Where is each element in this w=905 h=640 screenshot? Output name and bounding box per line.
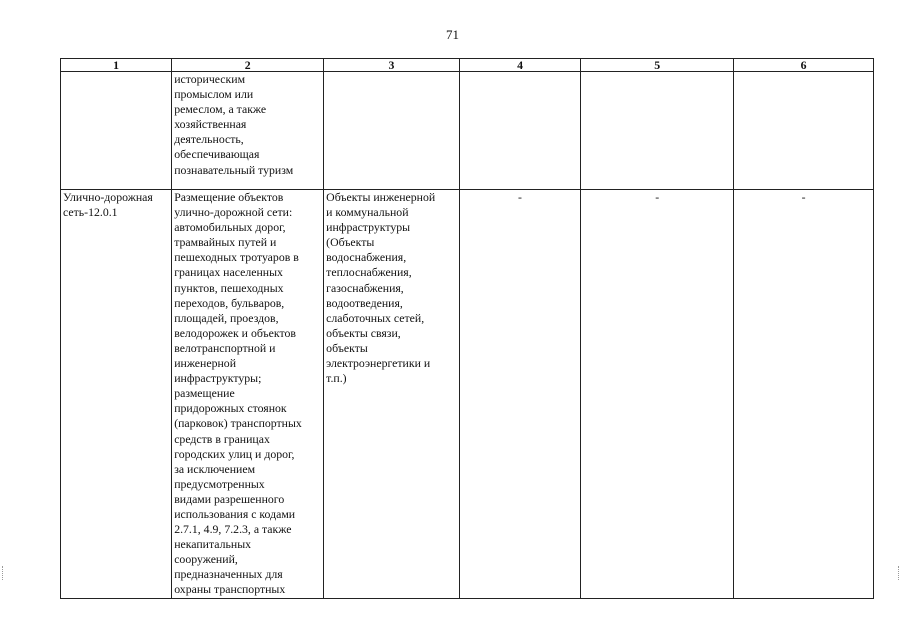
- cell-auxiliary-uses: Объекты инженерной и коммунальной инфраструктуры (Объекты водоснабжения, теплоснабжения, газоснабжения, водоотведения, слаботочных сетей, объекты связи, объекты электроэнергетики и т.п.): [324, 190, 460, 599]
- column-header-2: 2: [172, 59, 324, 72]
- column-header-5: 5: [581, 59, 734, 72]
- cell-col6: [734, 72, 874, 190]
- cell-col5: [581, 72, 734, 190]
- page-number: 71: [446, 27, 459, 42]
- cell-description: историческим промыслом или ремеслом, а также хозяйственная деятельность, обеспечивающая познавательный туризм: [172, 72, 324, 190]
- table-row: [61, 190, 874, 599]
- scan-edge-mark-right: [898, 566, 903, 580]
- cell-description: Размещение объектов улично-дорожной сети: автомобильных дорог, трамвайных путей и пешеходных тротуаров в границах населенных пунктов, пешеходных переходов, бульваров, площадей, проездов, велодорожек и объектов велотранспортной и инженерной инфраструктуры; размещение придорожных стоянок (парковок) транспортных средств в границах городских улиц и дорог, за исключением предусмотренных видами разрешенного использования с кодами 2.7.1, 4.9, 7.2.3, а также некапитальных сооружений, предназначенных для охраны транспортных: [172, 190, 324, 599]
- cell-col5: [581, 190, 734, 599]
- cell-col4: [459, 72, 580, 190]
- dash-value: -: [655, 190, 660, 204]
- table-row: [61, 72, 874, 190]
- table-header-row: [61, 59, 874, 72]
- column-header-6: 6: [734, 59, 874, 72]
- land-use-table: [60, 58, 874, 599]
- column-header-1: 1: [61, 59, 172, 72]
- cell-land-use-name: [61, 72, 172, 190]
- cell-land-use-name: Улично-дорожная сеть-12.0.1: [61, 190, 172, 599]
- column-header-4: 4: [459, 59, 580, 72]
- scan-edge-mark-left: [2, 566, 7, 580]
- dash-value: -: [518, 190, 522, 204]
- cell-auxiliary-uses: [324, 72, 460, 190]
- cell-col4: [459, 190, 580, 599]
- cell-col6: [734, 190, 874, 599]
- dash-value: -: [801, 190, 806, 204]
- column-header-3: 3: [324, 59, 460, 72]
